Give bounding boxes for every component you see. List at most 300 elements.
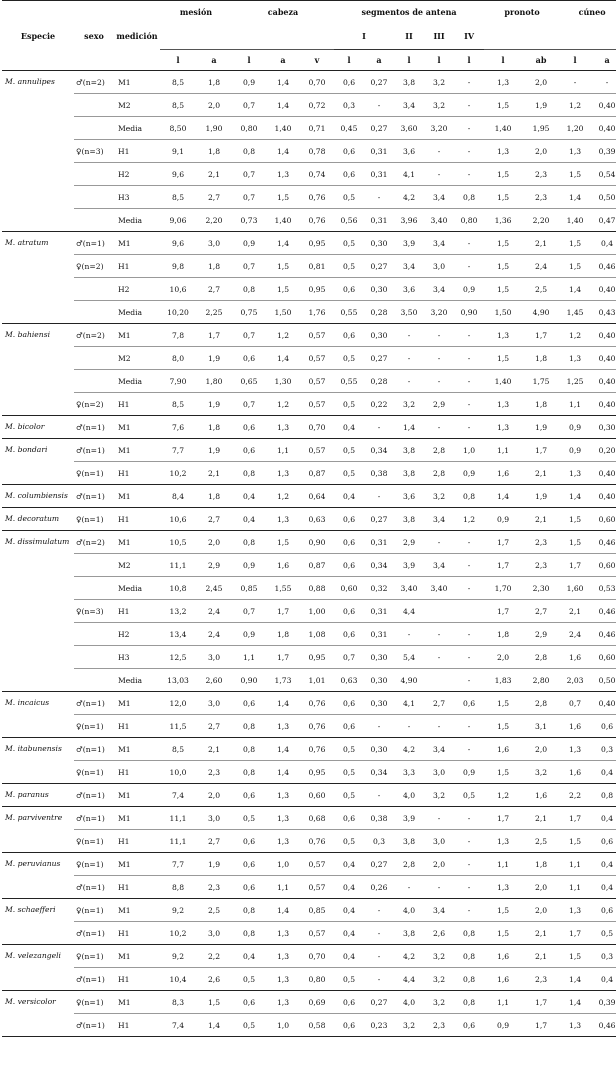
value-cell: 1,0 [266, 853, 300, 876]
value-cell: 8,5 [160, 393, 196, 416]
value-cell: 0,9 [232, 71, 266, 94]
value-cell: 1,3 [266, 784, 300, 807]
value-cell: 0,38 [364, 462, 394, 485]
header-segmentos-label: segmentos de antena [361, 7, 457, 17]
value-cell: 2,0 [484, 646, 522, 669]
measurement-cell: M1 [114, 439, 160, 462]
value-cell: 1,4 [196, 1014, 232, 1037]
table-row [2, 738, 616, 761]
value-cell: 0,5 [334, 393, 364, 416]
value-cell: 0,95 [300, 646, 334, 669]
value-cell: 0,39 [590, 140, 616, 163]
table-row [2, 991, 616, 1014]
value-cell: 10,4 [160, 968, 196, 991]
value-cell: 2,1 [522, 807, 560, 830]
value-cell: 10,0 [160, 761, 196, 784]
value-cell: 7,8 [160, 324, 196, 347]
measurement-cell: H3 [114, 186, 160, 209]
value-cell: 3,8 [394, 71, 424, 94]
sex-cell [74, 278, 114, 301]
table-row [2, 439, 616, 462]
value-cell: 1,4 [266, 761, 300, 784]
value-cell: 0,57 [300, 370, 334, 393]
value-cell: - [454, 577, 484, 600]
value-cell: 7,4 [160, 784, 196, 807]
value-cell: 0,34 [364, 761, 394, 784]
value-cell: 0,3 [590, 738, 616, 761]
value-cell: 0,58 [300, 1014, 334, 1037]
value-cell: 3,0 [196, 232, 232, 255]
value-cell: 1,5 [484, 278, 522, 301]
value-cell: 0,27 [364, 255, 394, 278]
value-cell: 3,0 [196, 646, 232, 669]
value-cell: 10,8 [160, 577, 196, 600]
value-cell: 0,6 [590, 830, 616, 853]
value-cell: 1,6 [484, 945, 522, 968]
value-cell: 2,6 [196, 968, 232, 991]
value-cell: - [424, 807, 454, 830]
measurement-cell: M1 [114, 738, 160, 761]
sex-cell: ♂(n=1) [74, 968, 114, 991]
value-cell: 3,2 [394, 1014, 424, 1037]
value-cell: 1,4 [266, 71, 300, 94]
value-cell: 4,90 [394, 669, 424, 692]
value-cell: 0,6 [334, 324, 364, 347]
value-cell: - [454, 531, 484, 554]
value-cell: 9,8 [160, 255, 196, 278]
sex-cell: ♀(n=1) [74, 508, 114, 531]
value-cell: 0,8 [232, 899, 266, 922]
value-cell: 3,9 [394, 807, 424, 830]
value-cell: 1,3 [484, 324, 522, 347]
value-cell: 3,4 [424, 738, 454, 761]
sex-cell [74, 186, 114, 209]
value-cell: 1,3 [560, 899, 590, 922]
measurement-cell: Media [114, 669, 160, 692]
table-row [2, 94, 616, 117]
value-cell: 3,40 [424, 209, 454, 232]
value-cell: 1,30 [266, 370, 300, 393]
value-cell: 2,8 [394, 853, 424, 876]
value-cell: 1,50 [266, 301, 300, 324]
value-cell: 1,1 [232, 646, 266, 669]
value-cell: 0,4 [334, 876, 364, 899]
value-cell: 0,4 [590, 853, 616, 876]
value-cell: - [454, 554, 484, 577]
value-cell: 0,30 [364, 646, 394, 669]
value-cell: - [454, 232, 484, 255]
value-cell: 0,7 [232, 163, 266, 186]
value-cell: 0,46 [590, 1014, 616, 1037]
value-cell: - [394, 370, 424, 393]
species-cell: M. annulipes [5, 77, 55, 86]
value-cell: 3,4 [394, 255, 424, 278]
sex-cell [74, 577, 114, 600]
value-cell: 9,1 [160, 140, 196, 163]
value-cell: 1,3 [266, 715, 300, 738]
value-cell: 2,7 [196, 186, 232, 209]
value-cell: 0,7 [334, 646, 364, 669]
value-cell: 0,95 [300, 232, 334, 255]
table-row [2, 301, 616, 324]
species-cell [2, 669, 74, 692]
value-cell: 1,25 [560, 370, 590, 393]
table-row [2, 117, 616, 140]
table-row [2, 922, 616, 945]
value-cell: 0,4 [590, 807, 616, 830]
value-cell: 0,30 [364, 232, 394, 255]
value-cell: - [394, 324, 424, 347]
measurement-cell: H1 [114, 876, 160, 899]
value-cell: 1,2 [266, 485, 300, 508]
value-cell: - [364, 945, 394, 968]
value-cell: 1,3 [266, 807, 300, 830]
value-cell: 1,4 [266, 692, 300, 715]
species-cell: M. bondari [5, 445, 48, 454]
value-cell: - [454, 715, 484, 738]
species-cell [2, 347, 74, 370]
measurement-cell: Media [114, 301, 160, 324]
value-cell: 1,9 [196, 347, 232, 370]
sex-cell: ♀(n=1) [74, 830, 114, 853]
measurement-cell: M1 [114, 853, 160, 876]
value-cell: 1,5 [484, 715, 522, 738]
value-cell: 1,4 [266, 140, 300, 163]
value-cell: 3,4 [424, 186, 454, 209]
value-cell: 2,3 [424, 1014, 454, 1037]
value-cell: 4,1 [394, 692, 424, 715]
subheader-cell: l [501, 55, 505, 65]
value-cell: 3,2 [424, 968, 454, 991]
value-cell: 0,7 [232, 600, 266, 623]
value-cell: 0,5 [334, 439, 364, 462]
species-cell [2, 715, 74, 738]
value-cell: 0,46 [590, 255, 616, 278]
value-cell: 1,4 [266, 738, 300, 761]
value-cell: - [424, 163, 454, 186]
value-cell: - [424, 646, 454, 669]
value-cell: 0,72 [300, 94, 334, 117]
value-cell: 8,5 [160, 738, 196, 761]
value-cell: 0,4 [334, 945, 364, 968]
value-cell: 0,8 [454, 186, 484, 209]
table-row [2, 485, 616, 508]
sex-cell: ♀(n=1) [74, 945, 114, 968]
sex-cell [74, 623, 114, 646]
value-cell: - [394, 623, 424, 646]
value-cell: 2,25 [196, 301, 232, 324]
value-cell: 2,1 [522, 922, 560, 945]
table-row [2, 669, 616, 692]
value-cell [424, 669, 454, 692]
value-cell: 0,8 [232, 278, 266, 301]
value-cell: 1,7 [484, 807, 522, 830]
value-cell: 0,95 [300, 278, 334, 301]
value-cell: 0,31 [364, 623, 394, 646]
sex-cell [74, 554, 114, 577]
value-cell: 3,6 [394, 485, 424, 508]
value-cell: 3,8 [394, 922, 424, 945]
sex-cell: ♂(n=1) [74, 1014, 114, 1037]
subheader-cell: l [407, 55, 411, 65]
species-cell [2, 278, 74, 301]
value-cell: 0,87 [300, 554, 334, 577]
value-cell: 10,2 [160, 462, 196, 485]
value-cell: 0,34 [364, 554, 394, 577]
value-cell: 0,88 [300, 577, 334, 600]
value-cell: 0,90 [232, 669, 266, 692]
value-cell: 1,6 [484, 738, 522, 761]
value-cell: 0,6 [454, 692, 484, 715]
value-cell: 7,7 [160, 853, 196, 876]
measurement-cell: H1 [114, 255, 160, 278]
value-cell: 1,6 [266, 554, 300, 577]
value-cell: 1,3 [560, 462, 590, 485]
value-cell: 13,2 [160, 600, 196, 623]
value-cell: 2,0 [522, 738, 560, 761]
value-cell: 1,50 [484, 301, 522, 324]
value-cell: 0,6 [334, 71, 364, 94]
value-cell: 0,6 [454, 1014, 484, 1037]
value-cell: 2,0 [522, 876, 560, 899]
value-cell: 1,5 [266, 278, 300, 301]
value-cell: 1,5 [484, 94, 522, 117]
value-cell: 2,80 [522, 669, 560, 692]
value-cell: 0,4 [232, 485, 266, 508]
value-cell: 0,6 [590, 715, 616, 738]
value-cell: 0,70 [300, 945, 334, 968]
measurement-cell: H1 [114, 140, 160, 163]
sex-cell [74, 646, 114, 669]
value-cell: 0,31 [364, 209, 394, 232]
value-cell: 2,9 [394, 531, 424, 554]
value-cell: 0,3 [364, 830, 394, 853]
value-cell: 0,6 [232, 991, 266, 1014]
value-cell: - [364, 715, 394, 738]
value-cell: 0,9 [454, 278, 484, 301]
measurement-cell: H1 [114, 761, 160, 784]
value-cell: - [424, 140, 454, 163]
value-cell: 0,76 [300, 830, 334, 853]
species-cell: M. bahiensi [5, 330, 51, 339]
value-cell: 1,90 [196, 117, 232, 140]
value-cell: 0,75 [232, 301, 266, 324]
value-cell: 0,6 [334, 692, 364, 715]
value-cell: 0,76 [300, 738, 334, 761]
value-cell: 4,0 [394, 899, 424, 922]
value-cell: 0,6 [334, 163, 364, 186]
value-cell: 2,8 [424, 462, 454, 485]
value-cell: 0,31 [364, 531, 394, 554]
value-cell: 4,2 [394, 738, 424, 761]
subheader-cell: l [467, 55, 471, 65]
value-cell: - [454, 738, 484, 761]
value-cell: 2,20 [522, 209, 560, 232]
value-cell: 1,4 [394, 416, 424, 439]
sex-cell: ♂(n=1) [74, 922, 114, 945]
value-cell: 1,3 [266, 945, 300, 968]
species-cell [2, 301, 74, 324]
value-cell: 7,90 [160, 370, 196, 393]
value-cell: 1,0 [454, 439, 484, 462]
sex-cell: ♂(n=1) [74, 807, 114, 830]
value-cell: 0,7 [560, 692, 590, 715]
value-cell: 10,20 [160, 301, 196, 324]
value-cell: 0,63 [300, 508, 334, 531]
value-cell: 0,8 [454, 991, 484, 1014]
measurement-cell: M2 [114, 94, 160, 117]
measurement-cell: M1 [114, 784, 160, 807]
value-cell: 3,1 [522, 715, 560, 738]
value-cell: 1,1 [560, 876, 590, 899]
value-cell: 2,1 [522, 462, 560, 485]
value-cell: 2,3 [522, 554, 560, 577]
table-row [2, 347, 616, 370]
value-cell: 1,3 [266, 508, 300, 531]
value-cell: - [454, 163, 484, 186]
sex-cell [74, 669, 114, 692]
header-cuneo: cúneo [578, 7, 606, 17]
value-cell: 3,0 [424, 830, 454, 853]
value-cell: 1,9 [196, 853, 232, 876]
species-cell [2, 968, 74, 991]
value-cell: 0,9 [560, 439, 590, 462]
measurement-cell: M1 [114, 531, 160, 554]
value-cell: 0,40 [590, 462, 616, 485]
value-cell: 0,40 [590, 117, 616, 140]
header-cabeza: cabeza [267, 7, 299, 17]
value-cell: 1,7 [196, 324, 232, 347]
measurement-cell: M1 [114, 945, 160, 968]
value-cell: 2,0 [424, 853, 454, 876]
value-cell: 1,8 [522, 853, 560, 876]
value-cell: 0,60 [590, 554, 616, 577]
value-cell: 0,45 [334, 117, 364, 140]
value-cell: 1,5 [266, 255, 300, 278]
table-row [2, 278, 616, 301]
header-segmentos-antena [334, 1, 484, 50]
value-cell: 0,71 [300, 117, 334, 140]
species-cell [2, 140, 74, 163]
value-cell: 1,4 [266, 94, 300, 117]
value-cell: 0,46 [590, 623, 616, 646]
measurement-cell: M1 [114, 807, 160, 830]
value-cell: 1,75 [522, 370, 560, 393]
value-cell: 13,4 [160, 623, 196, 646]
species-cell [2, 94, 74, 117]
value-cell: 1,4 [266, 347, 300, 370]
value-cell: 11,1 [160, 807, 196, 830]
value-cell: 3,0 [196, 807, 232, 830]
value-cell: 1,3 [266, 922, 300, 945]
value-cell: 0,8 [454, 945, 484, 968]
value-cell: - [454, 807, 484, 830]
table-body [2, 71, 616, 1037]
value-cell: 1,5 [266, 531, 300, 554]
sex-cell: ♂(n=1) [74, 485, 114, 508]
value-cell: 0,9 [484, 1014, 522, 1037]
value-cell: - [364, 784, 394, 807]
value-cell: 2,8 [522, 692, 560, 715]
value-cell: - [364, 485, 394, 508]
value-cell: 0,9 [232, 232, 266, 255]
value-cell: 0,5 [334, 784, 364, 807]
value-cell: - [424, 876, 454, 899]
sex-cell [74, 117, 114, 140]
value-cell: 2,7 [196, 830, 232, 853]
value-cell: 1,7 [522, 439, 560, 462]
value-cell: 3,40 [394, 577, 424, 600]
measurement-cell: Media [114, 370, 160, 393]
value-cell: 1,3 [266, 830, 300, 853]
value-cell: 4,90 [522, 301, 560, 324]
measurement-cell: M1 [114, 416, 160, 439]
value-cell: 3,6 [394, 278, 424, 301]
value-cell: 0,57 [300, 439, 334, 462]
value-cell: 0,43 [590, 301, 616, 324]
value-cell: 0,4 [590, 876, 616, 899]
header-medicion: medición [116, 30, 158, 41]
species-cell: M. itabunensis [5, 744, 62, 753]
value-cell: - [424, 370, 454, 393]
species-cell [2, 117, 74, 140]
value-cell: 3,40 [424, 577, 454, 600]
value-cell: 2,2 [196, 945, 232, 968]
value-cell: - [424, 715, 454, 738]
value-cell: 2,3 [522, 968, 560, 991]
value-cell: 1,4 [266, 232, 300, 255]
table-row [2, 232, 616, 255]
table-row [2, 876, 616, 899]
value-cell: 3,4 [394, 94, 424, 117]
value-cell: 0,4 [232, 508, 266, 531]
value-cell: 1,5 [560, 163, 590, 186]
value-cell: 0,6 [590, 899, 616, 922]
measurement-cell: H1 [114, 922, 160, 945]
measurement-cell: M1 [114, 991, 160, 1014]
value-cell: 3,96 [394, 209, 424, 232]
value-cell: 1,6 [522, 784, 560, 807]
table-row [2, 945, 616, 968]
value-cell: 0,6 [232, 830, 266, 853]
value-cell: 1,1 [266, 876, 300, 899]
value-cell: 0,76 [300, 186, 334, 209]
value-cell: 1,5 [484, 186, 522, 209]
value-cell: 0,27 [364, 991, 394, 1014]
value-cell: 0,30 [364, 278, 394, 301]
species-cell [2, 922, 74, 945]
value-cell: 0,5 [454, 784, 484, 807]
value-cell: 8,0 [160, 347, 196, 370]
value-cell: - [590, 71, 616, 94]
table-row [2, 715, 616, 738]
value-cell: 1,5 [560, 255, 590, 278]
table-row [2, 968, 616, 991]
value-cell: 0,80 [232, 117, 266, 140]
measurement-cell: M2 [114, 347, 160, 370]
value-cell: 0,57 [300, 393, 334, 416]
value-cell: 0,40 [590, 324, 616, 347]
value-cell: 3,2 [522, 761, 560, 784]
value-cell: 0,63 [334, 669, 364, 692]
value-cell: 1,4 [266, 899, 300, 922]
value-cell: 0,9 [232, 554, 266, 577]
value-cell: 1,9 [196, 439, 232, 462]
species-cell: M. schaefferi [5, 905, 56, 914]
subheader-cell: l [437, 55, 441, 65]
value-cell: 0,6 [232, 439, 266, 462]
species-cell: M. peruvianus [5, 859, 61, 868]
